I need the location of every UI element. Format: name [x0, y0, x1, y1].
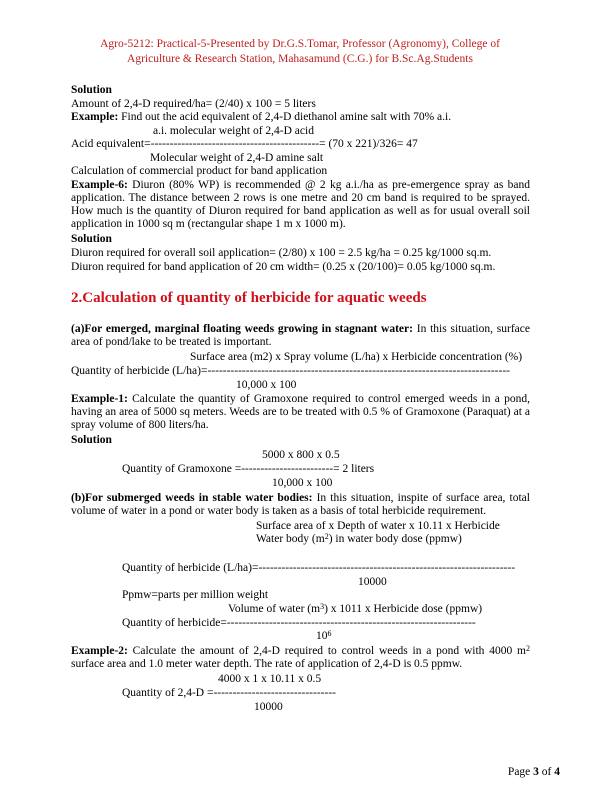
formula-b-text-b: ) in water body dose (ppmw) — [328, 533, 462, 545]
formula-c-numerator — [228, 603, 482, 616]
page-total: 4 — [554, 766, 560, 778]
example-1-label: Example-1: — [71, 393, 128, 405]
example-1-paragraph — [71, 393, 530, 432]
gramoxone-line: Quantity of Gramoxone =------------------------= 2 liters — [122, 463, 375, 475]
page-of: of — [538, 766, 555, 778]
example-6-paragraph — [71, 179, 530, 231]
commercial-calc-line: Calculation of commercial product for band application — [71, 165, 328, 177]
section-a-paragraph — [71, 323, 530, 349]
solution-heading-3: Solution — [71, 434, 112, 446]
diuron-band-line: Diuron required for band application of 20 cm width= (0.25 x (20/100)= 0.05 kg/1000 sq.m. — [71, 261, 496, 273]
section-a-label: (a)For emerged, marginal floating weeds growing in stagnant water: — [71, 323, 413, 335]
section-heading-aquatic: 2.Calculation of quantity of herbicide for aquatic weeds — [71, 290, 427, 306]
formula-b-superscript: 2 — [324, 532, 329, 541]
formula-b-numerator-2 — [256, 533, 462, 546]
example-6-label: Example-6: — [71, 179, 128, 191]
page-number: 3 — [533, 766, 539, 778]
formula-c-superscript: 3 — [320, 602, 325, 611]
section-b-paragraph — [71, 492, 530, 518]
example-2-numerator: 4000 x 1 x 10.11 x 0.5 — [218, 673, 322, 685]
example-text: Find out the acid equivalent of 2,4-D diethanol amine salt with 70% a.i. — [118, 111, 452, 123]
example-2-text-a: Calculate the amount of 2,4-D required to control weeds in a pond with 4000 m — [127, 645, 526, 657]
example-2-paragraph — [71, 645, 530, 671]
formula-b-line: Quantity of herbicide (L/ha)=------------------------------------------------------------------- — [122, 562, 516, 574]
example-6-text: Diuron (80% WP) is recommended @ 2 kg a.i./ha as pre-emergence spray as band application. The distance between 2 rows is one metre and 20 cm band is required to be sprayed. How much is the quantity of Diuron required for band application as well as for usual overall soil application in 1000 sq m (rectangular shape 1 m x 1000 m). — [71, 179, 530, 230]
section-b-text: In this situation, inspite of surface area, total volume of water in a pond or water body is taken as a basis of total herbicide requirement. — [71, 492, 530, 517]
example-line — [71, 111, 451, 124]
formula-c-den-base: 10 — [316, 630, 328, 642]
formula-c-text-a: Volume of water (m — [228, 603, 321, 615]
amine-molecular-weight: Molecular weight of 2,4-D amine salt — [150, 152, 324, 164]
solution-heading-2: Solution — [71, 233, 112, 245]
example-label: Example: — [71, 111, 119, 123]
page-header — [40, 37, 560, 67]
section-b-label: (b)For submerged weeds in stable water bodies: — [71, 492, 313, 504]
gramoxone-numerator: 5000 x 800 x 0.5 — [262, 449, 340, 461]
header-line-2: Agriculture & Research Station, Mahasamund (C.G.) for B.Sc.Ag.Students — [127, 53, 473, 65]
header-line-1: Agro-5212: Practical-5-Presented by Dr.G.S.Tomar, Professor (Agronomy), College of — [100, 38, 500, 50]
amount-line: Amount of 2,4-D required/ha= (2/40) x 100 = 5 liters — [71, 98, 316, 110]
solution-heading: Solution — [71, 84, 112, 96]
formula-a-line: Quantity of herbicide (L/ha)=------------------------------------------------------------------------------- — [71, 365, 510, 377]
example-2-text-b: surface area and 1.0 meter water depth. The rate of application of 2,4-D is 0.5 ppmw. — [71, 658, 463, 670]
example-2-label: Example-2: — [71, 645, 128, 657]
gramoxone-denominator: 10,000 x 100 — [272, 477, 333, 489]
formula-b-denominator: 10000 — [358, 576, 387, 588]
formula-b-numerator-1: Surface area of x Depth of water x 10.11 x Herbicide — [256, 520, 500, 532]
example-2-line: Quantity of 2,4-D =-------------------------------- — [122, 687, 336, 699]
formula-c-line: Quantity of herbicide=----------------------------------------------------------------- — [122, 617, 476, 629]
ppmw-definition: Ppmw=parts per million weight — [122, 589, 269, 601]
formula-a-numerator: Surface area (m2) x Spray volume (L/ha) x Herbicide concentration (%) — [190, 351, 523, 363]
ai-molecular-weight: a.i. molecular weight of 2,4-D acid — [153, 125, 314, 137]
example-2-denominator: 10000 — [254, 701, 283, 713]
section-a-text: In this situation, surface area of pond/lake to be treated is important. — [71, 323, 530, 348]
diuron-overall-line: Diuron required for overall soil application= (2/80) x 100 = 2.5 kg/ha = 0.25 kg/1000 sq.m. — [71, 247, 492, 259]
page-footer — [508, 766, 560, 778]
example-2-superscript: 2 — [526, 644, 530, 653]
example-1-text: Calculate the quantity of Gramoxone required to control emerged weeds in a pond, having an area of 5000 sq meters. Weeds are to be treated with 0.5 % of Gramoxone (Paraquat) at a spray volume of 800 liters/ha. — [71, 393, 530, 431]
formula-a-denominator: 10,000 x 100 — [236, 379, 297, 391]
acid-equivalent-line: Acid equivalent=--------------------------------------------= (70 x 221)/326= 47 — [71, 138, 418, 150]
formula-c-text-b: ) x 1011 x Herbicide dose (ppmw) — [324, 603, 483, 615]
formula-c-denominator — [316, 630, 332, 643]
page-prefix: Page — [507, 766, 534, 778]
formula-b-text-a: Water body (m — [256, 533, 325, 545]
formula-c-den-superscript: 6 — [327, 629, 332, 638]
